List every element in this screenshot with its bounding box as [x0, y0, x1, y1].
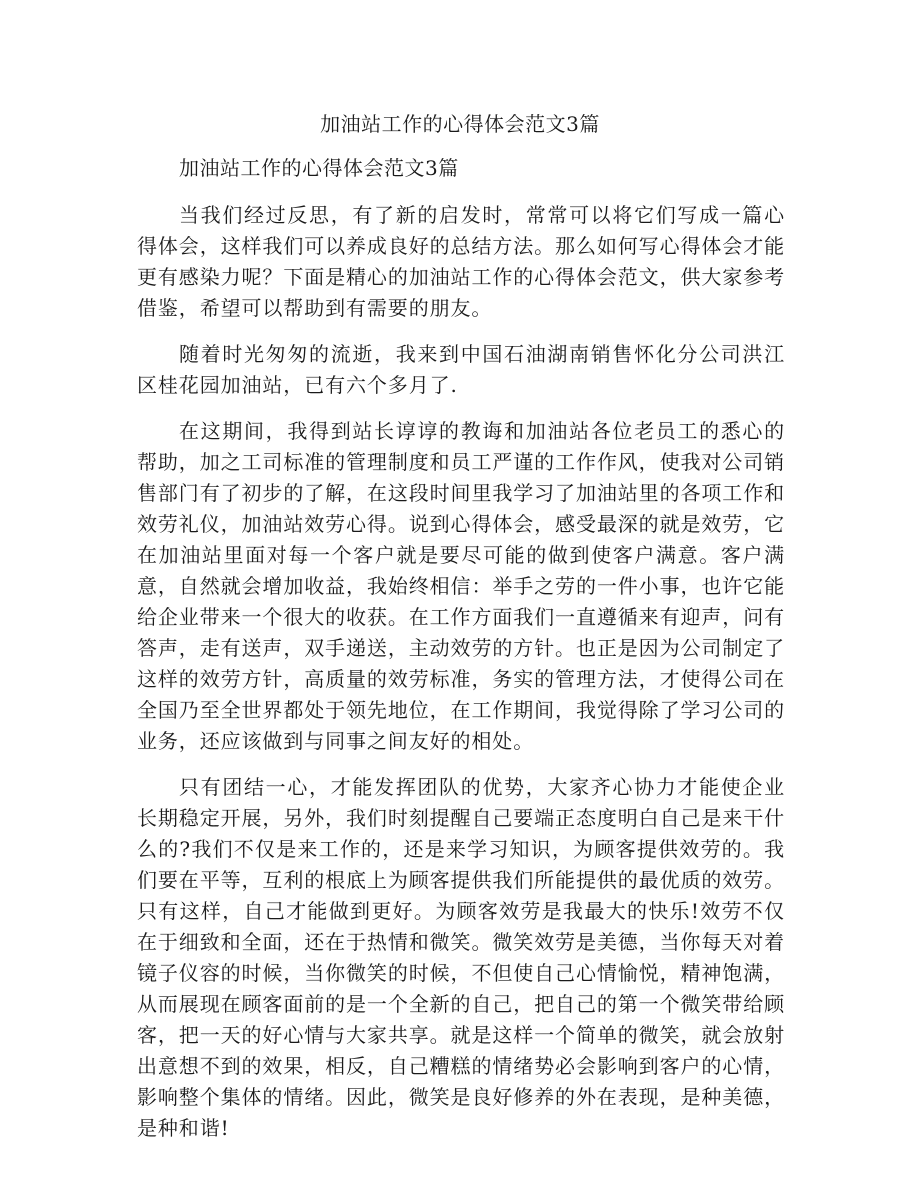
document-title: 加油站工作的心得体会范文3篇	[320, 112, 600, 136]
paragraph-arrival: 随着时光匆匆的流逝，我来到中国石油湖南销售怀化分公司洪江区桂花园加油站，已有六个多月了.	[137, 342, 785, 397]
paragraph-teamwork: 只有团结一心，才能发挥团队的优势，大家齐心协力才能使企业长期稳定开展，另外，我们时刻提醒自己要端正态度明白自己是来干什么的?我们不仅是来工作的，还是来学习知识，为顾客提供效劳的。我们要在平等，互利的根底上为顾客提供我们所能提供的最优质的效劳。只有这样，自己才能做到更好。为顾客效劳是我最大的快乐!效劳不仅在于细致和全面，还在于热情和微笑。微笑效劳是美德，当你每天对着镜子仪容的时候，当你微笑的时候，不但使自己心情愉悦，精神饱满，从而展现在顾客面前的是一个全新的自己，把自己的第一个微笑带给顾客，把一天的好心情与大家共享。就是这样一个简单的微笑，就会放射出意想不到的效果，相反，自己糟糕的情绪势必会影响到客户的心情，影响整个集体的情绪。因此，微笑是良好修养的外在表现，是种美德，是种和谐!	[137, 775, 785, 1140]
paragraph-service: 在这期间，我得到站长谆谆的教诲和加油站各位老员工的悉心的帮助，加之工司标准的管理制度和员工严谨的工作作风，使我对公司销售部门有了初步的了解，在这段时间里我学习了加油站里的各项工作和效劳礼仪，加油站效劳心得。说到心得体会，感受最深的就是效劳，它在加油站里面对每一个客户就是要尽可能的做到使客户满意。客户满意，自然就会增加收益，我始终相信：举手之劳的一件小事，也许它能给企业带来一个很大的收获。在工作方面我们一直遵循来有迎声，问有答声，走有送声，双手递送，主动效劳的方针。也正是因为公司制定了这样的效劳方针，高质量的效劳标准，务实的管理方法，才使得公司在全国乃至全世界都处于领先地位，在工作期间，我觉得除了学习公司的业务，还应该做到与同事之间友好的相处。	[137, 419, 785, 753]
paragraph-intro: 当我们经过反思，有了新的启发时，常常可以将它们写成一篇心得体会，这样我们可以养成良好的总结方法。那么如何写心得体会才能更有感染力呢？下面是精心的加油站工作的心得体会范文，供大家参考借鉴，希望可以帮助到有需要的朋友。	[137, 203, 785, 320]
document-body	[137, 152, 785, 1159]
document-subtitle: 加油站工作的心得体会范文3篇	[179, 156, 459, 180]
